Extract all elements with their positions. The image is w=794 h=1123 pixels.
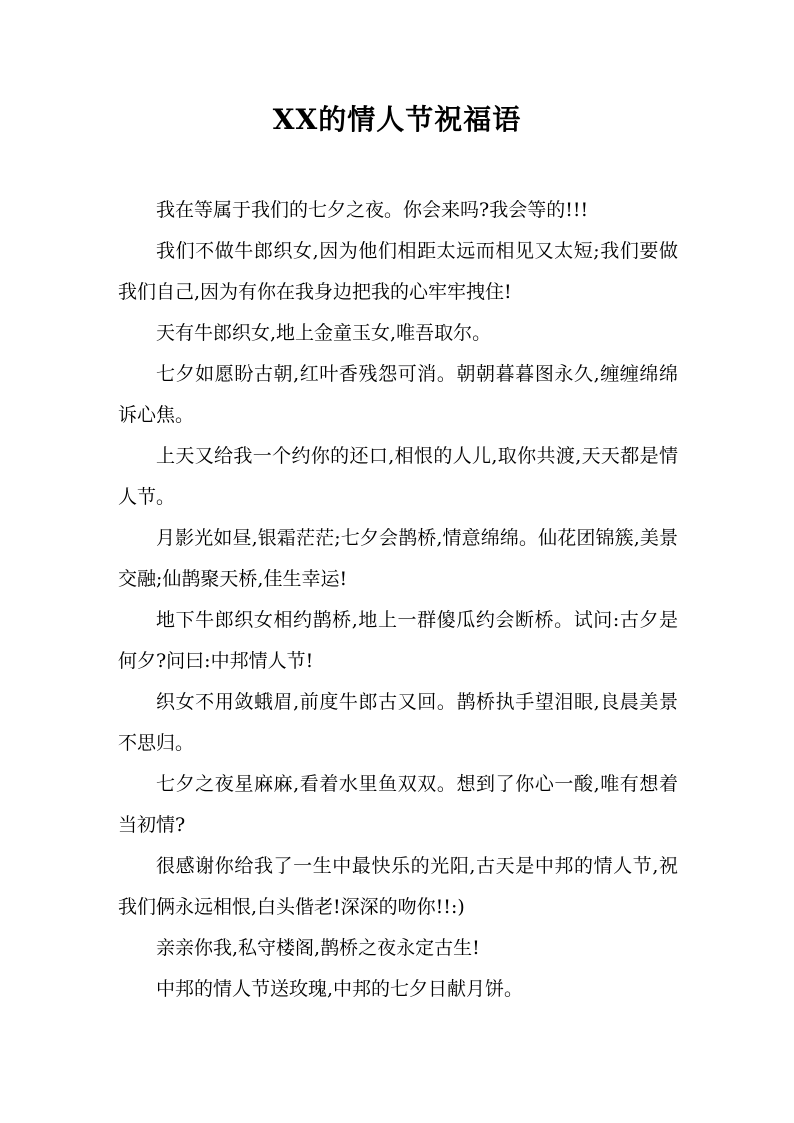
- paragraph: 上天又给我一个约你的还口,相恨的人儿,取你共渡,天天都是情人节。: [118, 445, 678, 508]
- paragraph: 七夕如愿盼古朝,红叶香残怨可消。朝朝暮暮图永久,缠缠绵绵诉心焦。: [118, 363, 678, 426]
- paragraph: 织女不用敛蛾眉,前度牛郎古又回。鹊桥执手望泪眼,良晨美景不思归。: [118, 691, 678, 754]
- paragraph: 七夕之夜星麻麻,看着水里鱼双双。想到了你心一酸,唯有想着当初情?: [118, 773, 678, 836]
- paragraph: 很感谢你给我了一生中最快乐的光阳,古天是中邦的情人节,祝我们俩永远相恨,白头偕老!深深的吻你!!:): [118, 855, 678, 918]
- paragraph: 亲亲你我,私守楼阁,鹊桥之夜永定古生!: [156, 937, 480, 959]
- paragraph: 天有牛郎织女,地上金童玉女,唯吾取尔。: [156, 322, 492, 344]
- paragraph: 中邦的情人节送玫瑰,中邦的七夕日献月饼。: [156, 978, 524, 1000]
- document-body: [118, 190, 678, 1010]
- paragraph: 我们不做牛郎织女,因为他们相距太远而相见又太短;我们要做我们自己,因为有你在我身边把我的心牢牢拽住!: [118, 240, 678, 303]
- paragraph: 月影光如昼,银霜茫茫;七夕会鹊桥,情意绵绵。仙花团锦簇,美景交融;仙鹊聚天桥,佳生幸运!: [118, 527, 678, 590]
- document-title: XX的情人节祝福语: [272, 103, 522, 136]
- paragraph: 我在等属于我们的七夕之夜。你会来吗?我会等的!!!: [156, 199, 589, 221]
- paragraph: 地下牛郎织女相约鹊桥,地上一群傻瓜约会断桥。试问:古夕是何夕?问曰:中邦情人节!: [118, 609, 678, 672]
